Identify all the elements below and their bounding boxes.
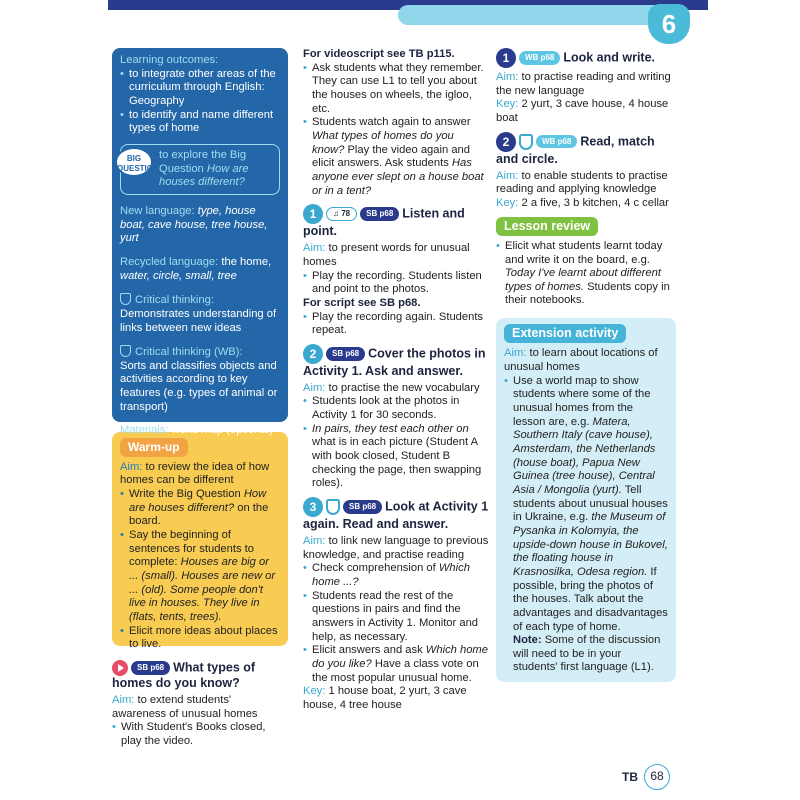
script-ref: For script see SB p68. bbox=[303, 296, 421, 309]
audio-track-badge: ♫ 78 bbox=[326, 207, 357, 221]
list-item bbox=[496, 240, 676, 308]
shield-icon bbox=[120, 345, 131, 357]
ct-text: Demonstrates understanding of links between new ideas bbox=[120, 307, 277, 334]
materials bbox=[120, 424, 280, 438]
column-left bbox=[112, 48, 288, 749]
list-item bbox=[303, 116, 489, 198]
aim-label: Aim: bbox=[112, 694, 135, 706]
big-question-box bbox=[117, 144, 280, 195]
item-text: Say the beginning of sentences for students to complete: bbox=[129, 528, 255, 569]
recycled-plain: the home, bbox=[221, 255, 272, 268]
item-italic: Which home ...? bbox=[312, 562, 470, 589]
extension-list bbox=[504, 375, 668, 634]
list-item bbox=[504, 375, 668, 634]
wb-badge: WB p68 bbox=[536, 135, 577, 149]
aim-label: Aim: bbox=[496, 169, 519, 182]
item-italic: Which home do you like? bbox=[312, 644, 488, 670]
extension-activity-box bbox=[496, 318, 676, 682]
aim-label: Aim: bbox=[303, 535, 326, 548]
activity-number: 1 bbox=[496, 48, 516, 68]
recycled-language bbox=[120, 256, 280, 283]
list-item bbox=[303, 644, 489, 685]
key-label: Key: bbox=[303, 685, 326, 698]
materials-text: world map (optional) bbox=[171, 424, 273, 437]
outcome-item: • to integrate other areas of the curriculum through English: Geography bbox=[120, 68, 280, 109]
video-heading bbox=[112, 660, 288, 691]
list-item: • Students read the rest of the questions in pairs and find the answers in Activity 1. Monitor and help, as necessary. bbox=[303, 590, 489, 645]
activity-3-list bbox=[303, 562, 489, 685]
aim-label: Aim: bbox=[303, 242, 326, 255]
bq-question: How are houses different? bbox=[159, 162, 249, 189]
activity-3-heading bbox=[303, 497, 489, 532]
critical-thinking bbox=[120, 293, 280, 335]
list-item: • Students look at the photos in Activity 1 for 30 seconds. bbox=[303, 395, 489, 422]
critical-thinking-shield-icon bbox=[326, 499, 340, 515]
critical-thinking-wb bbox=[120, 345, 280, 414]
ctwb-text: Sorts and classifies objects and activities according to key features (e.g. types of animal or transport) bbox=[120, 359, 278, 413]
list-item: • Ask students what they remember. They can use L1 to tell you about the houses on wheels, the igloo, etc. bbox=[303, 62, 489, 117]
new-language-label: New language: bbox=[120, 204, 195, 217]
aim-text: to link new language to previous knowledge, and practise reading bbox=[303, 535, 489, 561]
item-text: Tell students about unusual houses in Ukraine, e.g. bbox=[513, 483, 668, 524]
list-item: • With Student's Books closed, play the video. bbox=[112, 721, 288, 748]
item-text: Use a world map to show students where some of the unusual homes from the lesson are, e.g. bbox=[513, 374, 651, 428]
item-text: what is in each picture (Student A with book closed, Student B checking the page, then swapping roles). bbox=[312, 436, 482, 490]
item-text: Students watch again to answer bbox=[312, 116, 471, 129]
aim-label: Aim: bbox=[504, 347, 527, 360]
recycled-label: Recycled language: bbox=[120, 255, 219, 268]
materials-label: Materials: bbox=[120, 424, 169, 437]
lesson-review-title: Lesson review bbox=[496, 217, 598, 236]
extension-note bbox=[504, 634, 668, 675]
aim-text: to present words for unusual homes bbox=[303, 242, 470, 268]
activity-2-heading bbox=[303, 344, 489, 379]
list-item: • Play the recording. Students listen and point to the photos. bbox=[303, 270, 489, 297]
column-right bbox=[496, 48, 676, 682]
page-footer bbox=[622, 764, 670, 790]
video-title: What types of homes do you know? bbox=[112, 660, 256, 690]
item-text: Students copy in their notebooks. bbox=[505, 280, 670, 307]
item-text: Have a class vote on the most popular unusual home. bbox=[312, 657, 479, 684]
sb-badge: SB p68 bbox=[360, 207, 399, 221]
aim-label: Aim: bbox=[303, 381, 326, 394]
activity-title: Read, match and circle. bbox=[496, 133, 655, 166]
list-item bbox=[303, 423, 489, 491]
ctwb-label: Critical thinking (WB): bbox=[135, 346, 243, 359]
play-icon bbox=[112, 660, 128, 676]
video-list bbox=[112, 721, 288, 748]
warm-up-title: Warm-up bbox=[120, 438, 188, 457]
video-followup-list bbox=[303, 62, 489, 199]
tb-label: TB bbox=[622, 769, 638, 784]
aim-text: to enable students to practise reading and applying knowledge bbox=[496, 169, 668, 196]
list-item bbox=[120, 488, 280, 529]
activity-1-list-2 bbox=[303, 311, 489, 338]
key-label: Key: bbox=[496, 196, 519, 209]
key-label: Key: bbox=[496, 98, 519, 111]
ct-label: Critical thinking: bbox=[135, 294, 214, 307]
key-text: 2 a five, 3 b kitchen, 4 c cellar bbox=[521, 196, 669, 209]
aim-text: to learn about locations of unusual homes bbox=[504, 347, 658, 374]
key-text: 2 yurt, 3 cave house, 4 house boat bbox=[496, 98, 669, 124]
page-number: 68 bbox=[644, 764, 670, 790]
activity-1-list bbox=[303, 270, 489, 297]
wb-badge: WB p68 bbox=[519, 51, 560, 65]
wb-activity-2-heading bbox=[496, 132, 676, 167]
key-text: 1 house boat, 2 yurt, 3 cave house, 4 tree house bbox=[303, 685, 467, 711]
activity-title: Look at Activity 1 again. Read and answer. bbox=[303, 499, 489, 532]
new-language bbox=[120, 205, 280, 246]
extension-title: Extension activity bbox=[504, 324, 626, 343]
aim-text: to practise the new vocabulary bbox=[328, 381, 480, 394]
activity-2-list bbox=[303, 395, 489, 491]
videoscript-ref: For videoscript see TB p115. bbox=[303, 48, 455, 60]
item-italic: How are houses different? bbox=[129, 487, 267, 514]
item-italic: the Museum of Pysanka in Kolomyia, the upside-down house in Bukovel, the floating house in Krasnosilka, Odesa region. bbox=[513, 511, 668, 578]
lesson-review-list bbox=[496, 240, 676, 308]
list-item bbox=[120, 529, 280, 625]
item-text: Elicit answers and ask bbox=[312, 644, 426, 657]
bq-text: to explore the Big Question bbox=[159, 148, 247, 175]
wb-activity-1-heading bbox=[496, 48, 676, 68]
activity-number: 1 bbox=[303, 204, 323, 224]
item-italic: Today I've learnt about different types of homes. bbox=[505, 267, 661, 293]
activity-number: 2 bbox=[496, 132, 516, 152]
item-text: Elicit what students learnt today and write it on the board, e.g. bbox=[505, 239, 663, 266]
sb-badge: SB p68 bbox=[343, 500, 382, 514]
shield-icon bbox=[120, 293, 131, 305]
warm-up-list bbox=[120, 488, 280, 652]
outcomes-list bbox=[120, 68, 280, 136]
lesson-summary-box bbox=[112, 48, 288, 437]
unit-number-badge: 6 bbox=[648, 4, 690, 44]
warm-up-box bbox=[112, 432, 288, 651]
item-text: Check comprehension of bbox=[312, 562, 439, 575]
item-italic: Has anyone ever slept on a house boat or in a tent? bbox=[312, 157, 484, 197]
outcome-item: • to identify and name different types of home bbox=[120, 109, 280, 136]
critical-thinking-shield-icon bbox=[519, 134, 533, 150]
aim-label: Aim: bbox=[120, 460, 143, 473]
activity-title: Cover the photos in Activity 1. Ask and answer. bbox=[303, 346, 486, 378]
item-text: Write the Big Question bbox=[129, 487, 244, 500]
activity-title: Listen and point. bbox=[303, 206, 465, 239]
aim-text: to practise reading and writing the new language bbox=[496, 71, 671, 97]
item-text: Play the video again and elicit answers. Ask students bbox=[312, 143, 470, 170]
list-item: • Play the recording again. Students repeat. bbox=[303, 311, 489, 338]
aim-label: Aim: bbox=[496, 71, 519, 83]
note-label: Note: bbox=[513, 634, 542, 647]
item-text: If possible, bring the photos of the houses. Talk about the advantages and disadvantages of each type of home. bbox=[513, 565, 668, 633]
column-middle bbox=[303, 48, 489, 713]
activity-1-heading bbox=[303, 204, 489, 239]
activity-number: 2 bbox=[303, 344, 323, 364]
item-italic: What types of homes do you know? bbox=[312, 129, 454, 156]
item-italic: Matera, Southern Italy (cave house), Amsterdam, the Netherlands (house boat), Papua New Guinea (tree house), Central Asia / Mongolia (yurt). bbox=[513, 415, 656, 496]
audio-track-number: 78 bbox=[341, 209, 351, 219]
sb-badge: SB p68 bbox=[131, 661, 170, 675]
sb-badge: SB p68 bbox=[326, 347, 365, 361]
header-pill bbox=[398, 5, 688, 25]
learning-outcomes-label: Learning outcomes: bbox=[120, 54, 219, 66]
activity-title: Look and write. bbox=[563, 50, 656, 65]
big-question-badge: BIG QUESTION bbox=[115, 147, 153, 177]
aim-text: to review the idea of how homes can be different bbox=[120, 460, 270, 487]
recycled-italic: water, circle, small, tree bbox=[120, 269, 237, 282]
list-item bbox=[303, 562, 489, 589]
new-language-text: type, house boat, cave house, tree house, yurt bbox=[120, 204, 268, 245]
item-italic: Houses are big or ... (small). Houses are new or ... (old). Some people don't live in houses. They live in (flats, tents, trees). bbox=[129, 556, 276, 623]
item-text: on the board. bbox=[129, 501, 269, 528]
activity-number: 3 bbox=[303, 497, 323, 517]
list-item: • Elicit more ideas about places to live. bbox=[120, 625, 280, 652]
item-italic: In pairs, they test each other on bbox=[312, 422, 469, 435]
note-text: Some of the discussion will need to be in your students' first language (L1). bbox=[513, 634, 661, 674]
aim-text: to extend students' awareness of unusual homes bbox=[112, 694, 258, 720]
